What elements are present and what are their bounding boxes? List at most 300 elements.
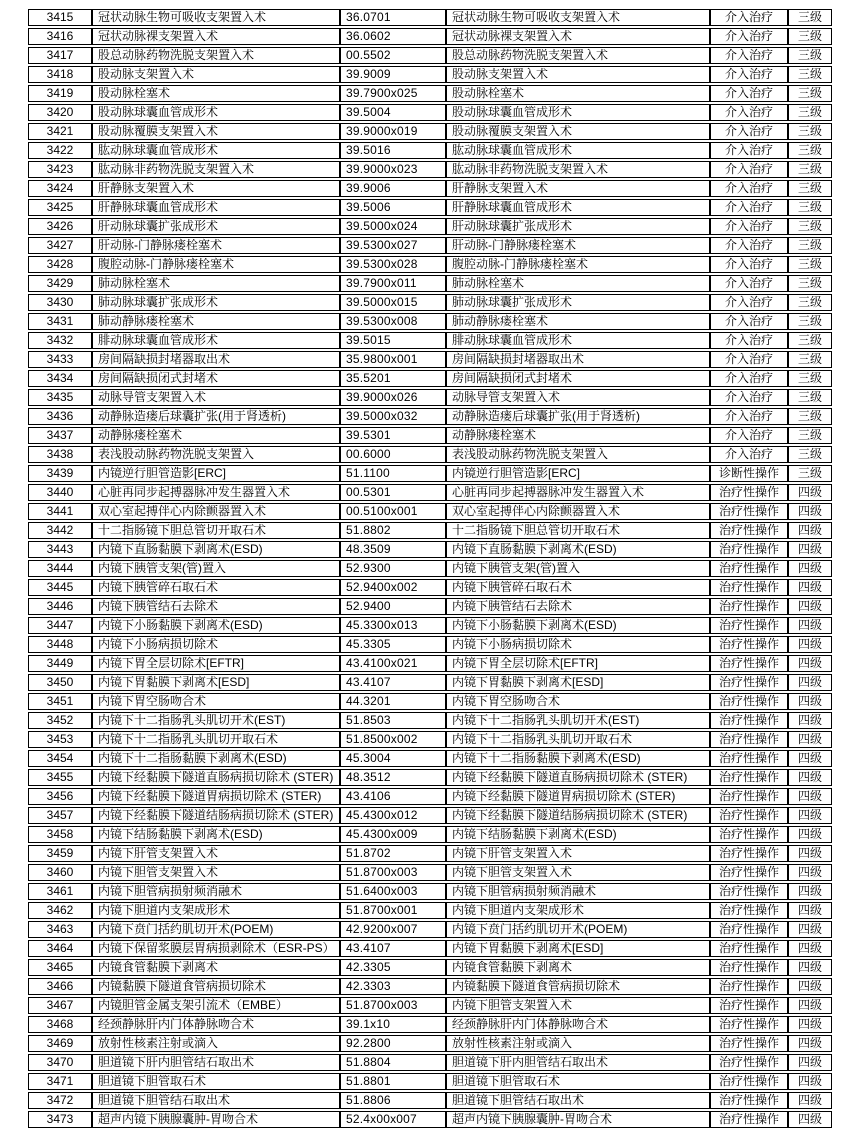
table-row [28,788,832,805]
cell-row-number: 3416 [28,28,92,45]
cell-procedure-name-secondary: 股动脉支架置入术 [446,66,710,83]
table-row [28,28,832,45]
cell-procedure-name-secondary: 胆道镜下胆管结石取出术 [446,1092,710,1109]
table-row [28,142,832,159]
cell-level: 四级 [788,541,832,558]
table-row [28,845,832,862]
cell-procedure-code: 52.9300 [340,560,446,577]
cell-procedure-name-secondary: 内镜食管黏膜下剥离术 [446,959,710,976]
cell-procedure-name-primary: 内镜胆管金属支架引流术（EMBE） [92,997,340,1014]
cell-row-number: 3421 [28,123,92,140]
cell-procedure-name-primary: 股动脉支架置入术 [92,66,340,83]
cell-procedure-code: 51.8802 [340,522,446,539]
cell-row-number: 3465 [28,959,92,976]
cell-level: 三级 [788,218,832,235]
table-row [28,1092,832,1109]
cell-category: 治疗性操作 [710,1073,788,1090]
cell-procedure-name-secondary: 动静脉造瘘后球囊扩张(用于肾透析) [446,408,710,425]
cell-level: 三级 [788,275,832,292]
cell-procedure-name-secondary: 动静脉瘘栓塞术 [446,427,710,444]
cell-procedure-name-primary: 动静脉瘘栓塞术 [92,427,340,444]
table-row [28,370,832,387]
cell-category: 治疗性操作 [710,503,788,520]
cell-procedure-name-primary: 动静脉造瘘后球囊扩张(用于肾透析) [92,408,340,425]
cell-procedure-code: 36.0602 [340,28,446,45]
cell-level: 三级 [788,28,832,45]
table-row [28,218,832,235]
cell-procedure-name-secondary: 内镜逆行胆管造影[ERC] [446,465,710,482]
cell-row-number: 3431 [28,313,92,330]
cell-procedure-name-primary: 内镜食管黏膜下剥离术 [92,959,340,976]
cell-procedure-name-secondary: 腓动脉球囊血管成形术 [446,332,710,349]
cell-category: 介入治疗 [710,427,788,444]
cell-procedure-name-primary: 股总动脉药物洗脱支架置入术 [92,47,340,64]
cell-row-number: 3473 [28,1111,92,1128]
cell-procedure-code: 39.9000x019 [340,123,446,140]
cell-row-number: 3435 [28,389,92,406]
cell-procedure-name-primary: 内镜下十二指肠乳头肌切开取石术 [92,731,340,748]
cell-level: 四级 [788,1073,832,1090]
table-row [28,389,832,406]
cell-category: 治疗性操作 [710,731,788,748]
cell-procedure-name-primary: 内镜下十二指肠乳头肌切开术(EST) [92,712,340,729]
cell-level: 四级 [788,1092,832,1109]
cell-procedure-name-secondary: 股动脉球囊血管成形术 [446,104,710,121]
cell-procedure-name-secondary: 房间隔缺损封堵器取出术 [446,351,710,368]
cell-procedure-code: 35.9800x001 [340,351,446,368]
cell-level: 三级 [788,446,832,463]
cell-procedure-name-primary: 内镜下胆道内支架成形术 [92,902,340,919]
cell-category: 治疗性操作 [710,1035,788,1052]
cell-procedure-name-secondary: 内镜下胆管支架置入术 [446,864,710,881]
cell-row-number: 3439 [28,465,92,482]
cell-procedure-name-primary: 表浅股动脉药物洗脱支架置入 [92,446,340,463]
cell-level: 三级 [788,47,832,64]
cell-procedure-name-secondary: 肱动脉非药物洗脱支架置入术 [446,161,710,178]
cell-procedure-code: 45.3305 [340,636,446,653]
cell-procedure-name-secondary: 内镜下肝管支架置入术 [446,845,710,862]
cell-procedure-code: 45.4300x012 [340,807,446,824]
cell-level: 三级 [788,142,832,159]
cell-row-number: 3418 [28,66,92,83]
cell-procedure-code: 51.6400x003 [340,883,446,900]
cell-row-number: 3450 [28,674,92,691]
table-row [28,883,832,900]
cell-procedure-name-secondary: 内镜下胃黏膜下剥离术[ESD] [446,940,710,957]
cell-level: 四级 [788,484,832,501]
cell-procedure-name-secondary: 肝动脉-门静脉瘘栓塞术 [446,237,710,254]
cell-category: 介入治疗 [710,237,788,254]
cell-row-number: 3441 [28,503,92,520]
cell-procedure-name-primary: 肺动脉栓塞术 [92,275,340,292]
cell-procedure-code: 39.5006 [340,199,446,216]
table-row [28,123,832,140]
cell-procedure-code: 52.9400x002 [340,579,446,596]
table-row [28,769,832,786]
cell-category: 治疗性操作 [710,921,788,938]
cell-procedure-name-primary: 腓动脉球囊血管成形术 [92,332,340,349]
cell-procedure-code: 51.8700x003 [340,864,446,881]
cell-procedure-name-primary: 内镜下胰管结石去除术 [92,598,340,615]
cell-procedure-code: 51.8801 [340,1073,446,1090]
cell-row-number: 3462 [28,902,92,919]
cell-procedure-name-primary: 房间隔缺损闭式封堵术 [92,370,340,387]
table-row [28,180,832,197]
cell-procedure-name-secondary: 内镜下经黏膜下隧道直肠病损切除术 (STER) [446,769,710,786]
cell-procedure-name-primary: 肺动静脉瘘栓塞术 [92,313,340,330]
cell-row-number: 3460 [28,864,92,881]
cell-procedure-code: 39.7900x011 [340,275,446,292]
cell-procedure-name-secondary: 腹腔动脉-门静脉瘘栓塞术 [446,256,710,273]
cell-row-number: 3453 [28,731,92,748]
table-row [28,1111,832,1128]
cell-procedure-code: 39.9000x026 [340,389,446,406]
cell-procedure-name-secondary: 内镜下经黏膜下隧道结肠病损切除术 (STER) [446,807,710,824]
cell-procedure-name-primary: 十二指肠镜下胆总管切开取石术 [92,522,340,539]
cell-procedure-name-secondary: 股总动脉药物洗脱支架置入术 [446,47,710,64]
cell-category: 治疗性操作 [710,750,788,767]
table-row [28,902,832,919]
cell-procedure-code: 39.5004 [340,104,446,121]
cell-level: 四级 [788,845,832,862]
cell-procedure-name-secondary: 肺动脉栓塞术 [446,275,710,292]
cell-level: 三级 [788,123,832,140]
cell-row-number: 3424 [28,180,92,197]
cell-procedure-name-primary: 腹腔动脉-门静脉瘘栓塞术 [92,256,340,273]
cell-category: 治疗性操作 [710,484,788,501]
cell-level: 三级 [788,85,832,102]
cell-level: 四级 [788,826,832,843]
cell-procedure-name-secondary: 内镜下胰管支架(管)置入 [446,560,710,577]
cell-procedure-name-primary: 内镜下胰管支架(管)置入 [92,560,340,577]
cell-procedure-code: 39.5015 [340,332,446,349]
table-row [28,655,832,672]
table-row [28,560,832,577]
table-row [28,1054,832,1071]
cell-row-number: 3427 [28,237,92,254]
cell-procedure-code: 39.9000x023 [340,161,446,178]
cell-procedure-name-primary: 心脏再同步起搏器脉冲发生器置入术 [92,484,340,501]
cell-procedure-name-primary: 肝静脉支架置入术 [92,180,340,197]
cell-level: 三级 [788,199,832,216]
cell-level: 三级 [788,180,832,197]
cell-procedure-name-primary: 内镜下胰管碎石取石术 [92,579,340,596]
table-row [28,484,832,501]
cell-procedure-name-secondary: 肝静脉支架置入术 [446,180,710,197]
cell-level: 四级 [788,864,832,881]
cell-procedure-name-secondary: 肱动脉球囊血管成形术 [446,142,710,159]
cell-procedure-name-primary: 股动脉栓塞术 [92,85,340,102]
table-row [28,826,832,843]
table-row [28,522,832,539]
cell-procedure-code: 42.3305 [340,959,446,976]
cell-category: 介入治疗 [710,294,788,311]
cell-procedure-code: 39.5301 [340,427,446,444]
table-row [28,47,832,64]
cell-procedure-name-primary: 双心室起搏伴心内除颤器置入术 [92,503,340,520]
cell-procedure-name-secondary: 表浅股动脉药物洗脱支架置入 [446,446,710,463]
cell-row-number: 3458 [28,826,92,843]
cell-row-number: 3420 [28,104,92,121]
cell-level: 四级 [788,617,832,634]
cell-level: 四级 [788,1054,832,1071]
cell-procedure-code: 52.9400 [340,598,446,615]
cell-procedure-name-secondary: 内镜下结肠黏膜下剥离术(ESD) [446,826,710,843]
cell-procedure-code: 00.6000 [340,446,446,463]
cell-category: 治疗性操作 [710,598,788,615]
table-row [28,408,832,425]
cell-category: 治疗性操作 [710,864,788,881]
table-row [28,66,832,83]
cell-procedure-name-secondary: 房间隔缺损闭式封堵术 [446,370,710,387]
cell-procedure-name-secondary: 内镜下小肠病损切除术 [446,636,710,653]
table-row [28,864,832,881]
cell-procedure-name-secondary: 内镜下胆管病损射频消融术 [446,883,710,900]
cell-row-number: 3449 [28,655,92,672]
cell-category: 治疗性操作 [710,693,788,710]
cell-procedure-name-primary: 胆道镜下胆管取石术 [92,1073,340,1090]
cell-level: 三级 [788,332,832,349]
cell-procedure-name-secondary: 放射性核素注射或滴入 [446,1035,710,1052]
cell-procedure-name-secondary: 双心室起搏伴心内除颤器置入术 [446,503,710,520]
cell-category: 治疗性操作 [710,560,788,577]
table-row [28,446,832,463]
cell-procedure-name-primary: 内镜下胃全层切除术[EFTR] [92,655,340,672]
cell-procedure-name-primary: 胆道镜下肝内胆管结石取出术 [92,1054,340,1071]
table-row [28,294,832,311]
cell-level: 四级 [788,750,832,767]
cell-procedure-name-primary: 内镜逆行胆管造影[ERC] [92,465,340,482]
table-row [28,237,832,254]
cell-category: 介入治疗 [710,142,788,159]
cell-procedure-code: 51.8700x001 [340,902,446,919]
cell-procedure-code: 39.9006 [340,180,446,197]
cell-level: 三级 [788,465,832,482]
cell-row-number: 3432 [28,332,92,349]
cell-procedure-name-secondary: 内镜下经黏膜下隧道胃病损切除术 (STER) [446,788,710,805]
cell-category: 介入治疗 [710,104,788,121]
cell-procedure-name-primary: 肝静脉球囊血管成形术 [92,199,340,216]
cell-category: 介入治疗 [710,199,788,216]
cell-procedure-code: 43.4107 [340,940,446,957]
cell-procedure-name-secondary: 内镜下胰管碎石取石术 [446,579,710,596]
cell-procedure-name-primary: 肺动脉球囊扩张成形术 [92,294,340,311]
cell-procedure-code: 42.9200x007 [340,921,446,938]
cell-procedure-code: 39.5300x028 [340,256,446,273]
cell-row-number: 3422 [28,142,92,159]
cell-category: 治疗性操作 [710,959,788,976]
cell-row-number: 3456 [28,788,92,805]
cell-category: 介入治疗 [710,408,788,425]
table-row [28,85,832,102]
cell-level: 三级 [788,104,832,121]
cell-procedure-code: 51.8806 [340,1092,446,1109]
cell-category: 治疗性操作 [710,617,788,634]
cell-procedure-code: 92.2800 [340,1035,446,1052]
cell-row-number: 3471 [28,1073,92,1090]
cell-procedure-code: 45.3004 [340,750,446,767]
cell-level: 四级 [788,997,832,1014]
cell-level: 四级 [788,1016,832,1033]
cell-procedure-name-primary: 内镜下小肠黏膜下剥离术(ESD) [92,617,340,634]
cell-row-number: 3459 [28,845,92,862]
table-row [28,579,832,596]
cell-procedure-name-primary: 内镜下肝管支架置入术 [92,845,340,862]
cell-level: 三级 [788,370,832,387]
cell-procedure-name-secondary: 胆道镜下胆管取石术 [446,1073,710,1090]
table-row [28,9,832,26]
cell-category: 介入治疗 [710,218,788,235]
cell-procedure-name-secondary: 内镜下胆管支架置入术 [446,997,710,1014]
cell-level: 四级 [788,1035,832,1052]
cell-procedure-name-secondary: 肺动静脉瘘栓塞术 [446,313,710,330]
cell-level: 四级 [788,921,832,938]
cell-row-number: 3457 [28,807,92,824]
cell-category: 介入治疗 [710,28,788,45]
cell-row-number: 3434 [28,370,92,387]
cell-procedure-code: 45.4300x009 [340,826,446,843]
cell-level: 三级 [788,408,832,425]
cell-procedure-code: 43.4100x021 [340,655,446,672]
cell-level: 四级 [788,978,832,995]
cell-category: 治疗性操作 [710,636,788,653]
cell-procedure-code: 39.5300x008 [340,313,446,330]
cell-row-number: 3443 [28,541,92,558]
cell-procedure-code: 00.5502 [340,47,446,64]
cell-procedure-name-primary: 内镜下胃黏膜下剥离术[ESD] [92,674,340,691]
cell-procedure-name-secondary: 肺动脉球囊扩张成形术 [446,294,710,311]
cell-procedure-name-secondary: 内镜下胃全层切除术[EFTR] [446,655,710,672]
table-row [28,104,832,121]
cell-procedure-name-secondary: 内镜下十二指肠黏膜下剥离术(ESD) [446,750,710,767]
cell-category: 介入治疗 [710,275,788,292]
cell-row-number: 3445 [28,579,92,596]
cell-level: 四级 [788,598,832,615]
cell-procedure-name-primary: 胆道镜下胆管结石取出术 [92,1092,340,1109]
table-row [28,541,832,558]
cell-procedure-name-primary: 肱动脉非药物洗脱支架置入术 [92,161,340,178]
table-row [28,313,832,330]
cell-row-number: 3438 [28,446,92,463]
cell-row-number: 3437 [28,427,92,444]
cell-level: 四级 [788,560,832,577]
cell-row-number: 3428 [28,256,92,273]
cell-procedure-code: 39.5000x015 [340,294,446,311]
cell-procedure-name-primary: 内镜下经黏膜下隧道结肠病损切除术 (STER) [92,807,340,824]
cell-category: 治疗性操作 [710,1016,788,1033]
cell-row-number: 3451 [28,693,92,710]
cell-category: 治疗性操作 [710,940,788,957]
cell-row-number: 3430 [28,294,92,311]
table-row [28,1016,832,1033]
cell-procedure-name-secondary: 股动脉覆膜支架置入术 [446,123,710,140]
cell-procedure-name-primary: 内镜下结肠黏膜下剥离术(ESD) [92,826,340,843]
table-row [28,997,832,1014]
cell-procedure-name-secondary: 内镜下贲门括约肌切开术(POEM) [446,921,710,938]
cell-level: 三级 [788,161,832,178]
cell-procedure-name-primary: 冠状动脉生物可吸收支架置入术 [92,9,340,26]
table-row [28,674,832,691]
cell-procedure-code: 43.4106 [340,788,446,805]
cell-procedure-name-primary: 内镜下直肠黏膜下剥离术(ESD) [92,541,340,558]
cell-procedure-code: 35.5201 [340,370,446,387]
cell-procedure-code: 39.1x10 [340,1016,446,1033]
cell-procedure-name-primary: 经颈静脉肝内门体静脉吻合术 [92,1016,340,1033]
table-row [28,959,832,976]
cell-procedure-code: 51.8702 [340,845,446,862]
cell-category: 介入治疗 [710,47,788,64]
cell-procedure-name-secondary: 经颈静脉肝内门体静脉吻合术 [446,1016,710,1033]
table-row [28,712,832,729]
cell-level: 四级 [788,522,832,539]
cell-category: 治疗性操作 [710,579,788,596]
cell-category: 介入治疗 [710,446,788,463]
cell-row-number: 3425 [28,199,92,216]
cell-level: 四级 [788,731,832,748]
cell-row-number: 3447 [28,617,92,634]
cell-procedure-code: 39.7900x025 [340,85,446,102]
cell-procedure-name-primary: 内镜下保留浆膜层胃病损剥除术（ESR-PS） [92,940,340,957]
cell-row-number: 3461 [28,883,92,900]
table-row [28,617,832,634]
cell-procedure-name-primary: 股动脉球囊血管成形术 [92,104,340,121]
cell-procedure-code: 39.5000x024 [340,218,446,235]
cell-category: 治疗性操作 [710,788,788,805]
cell-category: 治疗性操作 [710,1054,788,1071]
table-row [28,693,832,710]
cell-level: 四级 [788,940,832,957]
cell-level: 四级 [788,788,832,805]
cell-procedure-name-secondary: 内镜下胰管结石去除术 [446,598,710,615]
cell-level: 三级 [788,427,832,444]
cell-category: 介入治疗 [710,370,788,387]
cell-level: 三级 [788,294,832,311]
table-row [28,275,832,292]
cell-category: 介入治疗 [710,66,788,83]
cell-procedure-name-primary: 超声内镜下胰腺囊肿-胃吻合术 [92,1111,340,1128]
cell-procedure-code: 51.8500x002 [340,731,446,748]
cell-category: 治疗性操作 [710,1111,788,1128]
cell-procedure-code: 44.3201 [340,693,446,710]
cell-category: 介入治疗 [710,180,788,197]
cell-procedure-name-primary: 内镜下胆管支架置入术 [92,864,340,881]
cell-level: 三级 [788,9,832,26]
cell-procedure-name-primary: 放射性核素注射或滴入 [92,1035,340,1052]
procedure-table-body [28,9,832,1128]
cell-procedure-name-primary: 内镜黏膜下隧道食管病损切除术 [92,978,340,995]
cell-procedure-name-primary: 内镜下胆管病损射频消融术 [92,883,340,900]
cell-procedure-name-primary: 内镜下胃空肠吻合术 [92,693,340,710]
cell-procedure-code: 48.3509 [340,541,446,558]
cell-procedure-name-secondary: 内镜下胆道内支架成形术 [446,902,710,919]
table-row [28,940,832,957]
table-row [28,199,832,216]
table-row [28,161,832,178]
cell-procedure-name-primary: 内镜下经黏膜下隧道直肠病损切除术 (STER) [92,769,340,786]
cell-row-number: 3446 [28,598,92,615]
cell-row-number: 3436 [28,408,92,425]
cell-procedure-code: 43.4107 [340,674,446,691]
cell-procedure-name-primary: 动脉导管支架置入术 [92,389,340,406]
cell-level: 四级 [788,1111,832,1128]
cell-procedure-name-secondary: 内镜下胃黏膜下剥离术[ESD] [446,674,710,691]
cell-row-number: 3466 [28,978,92,995]
cell-category: 治疗性操作 [710,997,788,1014]
cell-procedure-name-primary: 内镜下十二指肠黏膜下剥离术(ESD) [92,750,340,767]
table-row [28,921,832,938]
cell-procedure-name-secondary: 肝动脉球囊扩张成形术 [446,218,710,235]
cell-category: 治疗性操作 [710,1092,788,1109]
